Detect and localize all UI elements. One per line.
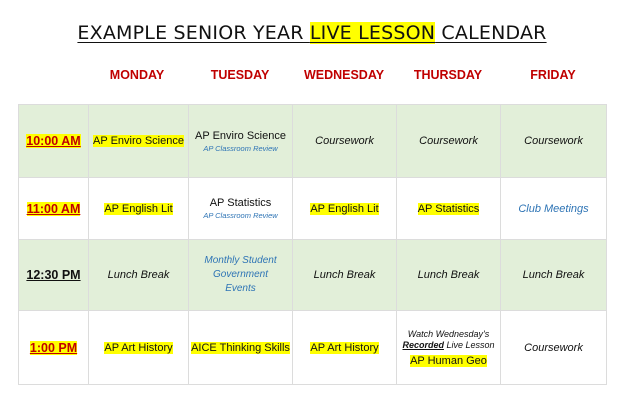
schedule-cell xyxy=(397,105,501,178)
time-cell xyxy=(19,178,89,240)
class-label: Coursework xyxy=(315,135,374,147)
schedule-cell xyxy=(89,240,189,311)
class-label: Coursework xyxy=(524,341,583,354)
class-label: AP English Lit xyxy=(104,202,173,215)
class-sublabel: AP Classroom Review xyxy=(203,211,278,220)
title-text-start: EXAMPLE SENIOR YEAR xyxy=(77,22,310,44)
class-label: AP Enviro Science xyxy=(93,135,184,147)
class-label: AP Statistics xyxy=(209,197,272,209)
class-label: Lunch Break xyxy=(313,269,376,281)
table-row xyxy=(19,240,607,311)
class-label: AP Art History xyxy=(310,341,379,354)
time-label: 1:00 PM xyxy=(29,340,78,355)
title-highlight: LIVE LESSON xyxy=(309,22,436,44)
schedule-cell xyxy=(501,311,607,385)
table-row xyxy=(19,311,607,385)
class-sublabel: AP Classroom Review xyxy=(203,143,278,153)
schedule-cell xyxy=(189,105,293,178)
class-label: AP English Lit xyxy=(310,202,379,215)
schedule-cell xyxy=(501,178,607,240)
class-label: AP Statistics xyxy=(417,202,480,215)
class-label: Lunch Break xyxy=(107,269,170,281)
time-cell xyxy=(19,240,89,311)
schedule-cell xyxy=(189,311,293,385)
schedule-cell xyxy=(89,178,189,240)
class-label: Lunch Break xyxy=(522,269,585,281)
class-label: Coursework xyxy=(419,135,478,147)
time-label: 11:00 AM xyxy=(26,201,81,216)
schedule-cell xyxy=(189,240,293,311)
day-header-wednesday: WEDNESDAY xyxy=(303,68,385,82)
schedule-cell xyxy=(293,105,397,178)
time-cell xyxy=(19,311,89,385)
day-header-thursday: THURSDAY xyxy=(413,68,483,82)
class-label: Lunch Break xyxy=(417,269,480,281)
day-header-friday: FRIDAY xyxy=(530,68,576,82)
time-cell xyxy=(19,105,89,178)
page-title xyxy=(0,22,624,44)
recorded-note: Watch Wednesday's Recorded Live Lesson xyxy=(402,328,495,350)
class-label: Monthly Student Government Events xyxy=(204,255,277,294)
class-label: AP Enviro Science xyxy=(195,129,286,142)
schedule-cell xyxy=(501,105,607,178)
schedule-cell xyxy=(397,311,501,385)
time-label: 12:30 PM xyxy=(26,268,81,282)
class-label: Coursework xyxy=(524,135,583,147)
schedule-cell xyxy=(293,311,397,385)
schedule-cell xyxy=(89,311,189,385)
schedule-cell xyxy=(293,178,397,240)
class-label: AP Human Geo xyxy=(410,354,487,367)
title-text-end: CALENDAR xyxy=(435,22,547,44)
schedule-cell xyxy=(397,240,501,311)
schedule-cell xyxy=(89,105,189,178)
table-row xyxy=(19,105,607,178)
day-header-row xyxy=(0,68,624,86)
schedule-cell xyxy=(397,178,501,240)
time-label: 10:00 AM xyxy=(26,134,81,148)
class-label: Club Meetings xyxy=(518,202,589,215)
class-label: AP Art History xyxy=(104,341,173,354)
schedule-cell xyxy=(293,240,397,311)
schedule-cell xyxy=(501,240,607,311)
day-header-monday: MONDAY xyxy=(109,68,165,82)
schedule-cell xyxy=(189,178,293,240)
class-label: AICE Thinking Skills xyxy=(191,341,290,354)
day-header-tuesday: TUESDAY xyxy=(210,68,270,82)
schedule-table xyxy=(18,104,607,385)
table-row xyxy=(19,178,607,240)
